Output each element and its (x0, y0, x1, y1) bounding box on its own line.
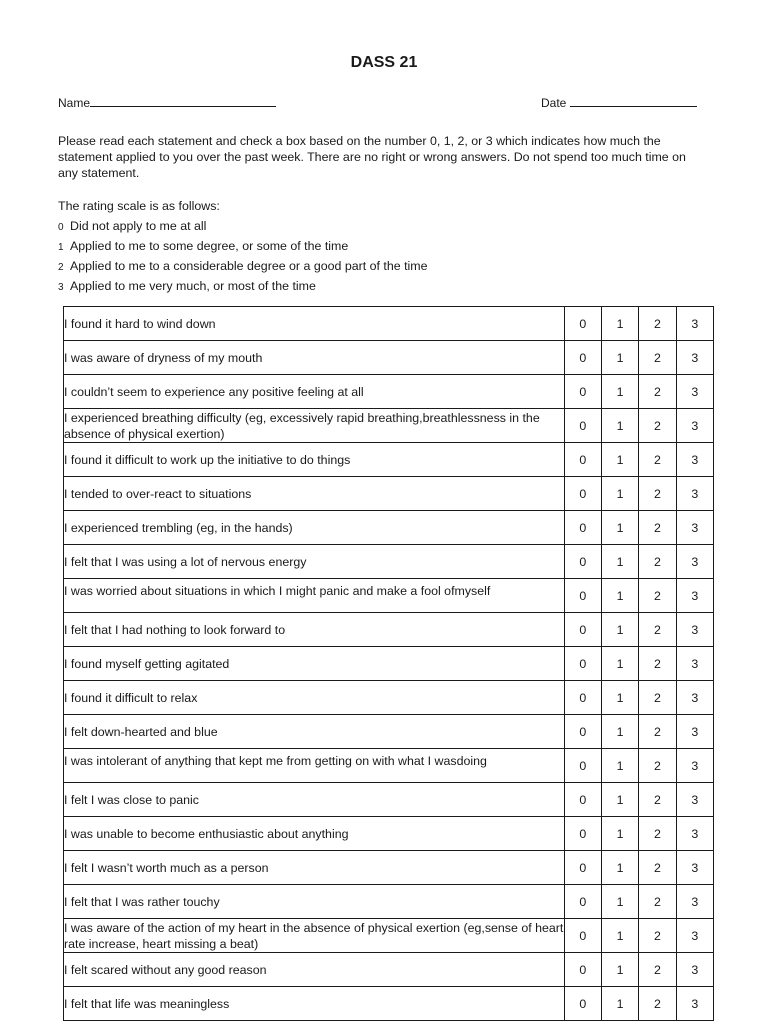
rating-option-0[interactable]: 0 (564, 783, 601, 817)
rating-option-2[interactable]: 2 (639, 341, 676, 375)
rating-option-2[interactable]: 2 (639, 851, 676, 885)
rating-option-2[interactable]: 2 (639, 885, 676, 919)
rating-option-0[interactable]: 0 (564, 477, 601, 511)
rating-option-0[interactable]: 0 (564, 375, 601, 409)
rating-option-3[interactable]: 3 (676, 545, 713, 579)
date-field[interactable] (541, 94, 697, 110)
rating-option-0[interactable]: 0 (564, 341, 601, 375)
rating-option-2[interactable]: 2 (639, 919, 676, 953)
questionnaire-table (63, 306, 714, 1021)
table-row (64, 647, 714, 681)
rating-option-2[interactable]: 2 (639, 375, 676, 409)
table-row (64, 579, 714, 613)
table-row (64, 987, 714, 1021)
scale-description: Applied to me to a considerable degree or a good part of the time (70, 259, 428, 273)
rating-option-2[interactable]: 2 (639, 579, 676, 613)
scale-number: 2 (58, 262, 64, 273)
rating-option-3[interactable]: 3 (676, 443, 713, 477)
table-row (64, 749, 714, 783)
rating-option-3[interactable]: 3 (676, 817, 713, 851)
statement-cell: I felt I was close to panic (64, 783, 565, 817)
rating-option-3[interactable]: 3 (676, 647, 713, 681)
statement-cell: I felt that I had nothing to look forward to (64, 613, 565, 647)
rating-option-0[interactable]: 0 (564, 579, 601, 613)
rating-option-0[interactable]: 0 (564, 511, 601, 545)
table-row (64, 307, 714, 341)
rating-option-3[interactable]: 3 (676, 681, 713, 715)
rating-option-3[interactable]: 3 (676, 783, 713, 817)
statement-cell: I felt I wasn’t worth much as a person (64, 851, 565, 885)
scale-item (58, 216, 428, 236)
rating-option-0[interactable]: 0 (564, 307, 601, 341)
scale-item (58, 276, 428, 296)
scale-number: 3 (58, 282, 64, 293)
statement-cell: I felt that life was meaningless (64, 987, 565, 1021)
table-row (64, 851, 714, 885)
statement-cell: I tended to over-react to situations (64, 477, 565, 511)
rating-option-3[interactable]: 3 (676, 953, 713, 987)
rating-option-2[interactable]: 2 (639, 613, 676, 647)
statement-cell: I was intolerant of anything that kept me from getting on with what I wasdoing (64, 749, 565, 783)
scale-description: Applied to me very much, or most of the time (70, 279, 316, 293)
name-field[interactable] (58, 94, 276, 110)
rating-option-2[interactable]: 2 (639, 511, 676, 545)
scale-description: Did not apply to me at all (70, 219, 207, 233)
statement-cell: I felt down-hearted and blue (64, 715, 565, 749)
rating-option-1[interactable]: 1 (601, 749, 638, 783)
rating-option-3[interactable]: 3 (676, 749, 713, 783)
statement-cell: I couldn’t seem to experience any positive feeling at all (64, 375, 565, 409)
rating-option-1[interactable]: 1 (601, 783, 638, 817)
table-row (64, 885, 714, 919)
statement-cell: I experienced breathing difficulty (eg, excessively rapid breathing,breathlessness in the absence of physical exertion) (64, 409, 565, 443)
rating-option-0[interactable]: 0 (564, 545, 601, 579)
rating-option-2[interactable]: 2 (639, 953, 676, 987)
rating-option-2[interactable]: 2 (639, 987, 676, 1021)
rating-option-1[interactable]: 1 (601, 409, 638, 443)
rating-option-1[interactable]: 1 (601, 545, 638, 579)
statement-cell: I was worried about situations in which I might panic and make a fool ofmyself (64, 579, 565, 613)
table-row (64, 477, 714, 511)
table-row (64, 409, 714, 443)
statement-cell: I felt scared without any good reason (64, 953, 565, 987)
table-row (64, 919, 714, 953)
statement-cell: I found it hard to wind down (64, 307, 565, 341)
table-row (64, 715, 714, 749)
rating-option-1[interactable]: 1 (601, 851, 638, 885)
rating-option-2[interactable]: 2 (639, 681, 676, 715)
rating-option-0[interactable]: 0 (564, 885, 601, 919)
name-label: Name (58, 96, 91, 110)
table-row (64, 613, 714, 647)
name-blank-line[interactable] (90, 94, 276, 107)
rating-option-3[interactable]: 3 (676, 987, 713, 1021)
rating-option-1[interactable]: 1 (601, 817, 638, 851)
rating-option-0[interactable]: 0 (564, 443, 601, 477)
rating-option-2[interactable]: 2 (639, 783, 676, 817)
table-row (64, 443, 714, 477)
scale-number: 0 (58, 222, 64, 233)
rating-option-0[interactable]: 0 (564, 953, 601, 987)
scale-number: 1 (58, 242, 64, 253)
instructions: Please read each statement and check a box based on the number 0, 1, 2, or 3 which indicates how much the statement applied to you over the past week. There are no right or wrong answers. Do not spend too much time on any statement. (58, 134, 686, 180)
rating-option-3[interactable]: 3 (676, 409, 713, 443)
table-row (64, 783, 714, 817)
statement-cell: I was aware of dryness of my mouth (64, 341, 565, 375)
rating-option-0[interactable]: 0 (564, 613, 601, 647)
scale-description: Applied to me to some degree, or some of the time (70, 239, 349, 253)
rating-option-3[interactable]: 3 (676, 885, 713, 919)
rating-option-1[interactable]: 1 (601, 681, 638, 715)
rating-option-0[interactable]: 0 (564, 817, 601, 851)
page-title: DASS 21 (350, 54, 418, 71)
rating-option-3[interactable]: 3 (676, 579, 713, 613)
statement-cell: I found it difficult to relax (64, 681, 565, 715)
rating-option-3[interactable]: 3 (676, 477, 713, 511)
rating-option-3[interactable]: 3 (676, 341, 713, 375)
rating-scale-heading: The rating scale is as follows: (58, 199, 220, 213)
rating-option-1[interactable]: 1 (601, 375, 638, 409)
rating-option-0[interactable]: 0 (564, 851, 601, 885)
rating-option-1[interactable]: 1 (601, 579, 638, 613)
table-row (64, 817, 714, 851)
table-row (64, 341, 714, 375)
rating-option-2[interactable]: 2 (639, 443, 676, 477)
rating-option-1[interactable]: 1 (601, 919, 638, 953)
statement-cell: I experienced trembling (eg, in the hands) (64, 511, 565, 545)
table-row (64, 953, 714, 987)
rating-option-0[interactable]: 0 (564, 409, 601, 443)
table-row (64, 681, 714, 715)
rating-option-1[interactable]: 1 (601, 341, 638, 375)
rating-option-1[interactable]: 1 (601, 953, 638, 987)
rating-option-0[interactable]: 0 (564, 647, 601, 681)
rating-option-0[interactable]: 0 (564, 919, 601, 953)
rating-option-1[interactable]: 1 (601, 987, 638, 1021)
rating-option-1[interactable]: 1 (601, 613, 638, 647)
statement-cell: I found it difficult to work up the initiative to do things (64, 443, 565, 477)
rating-option-0[interactable]: 0 (564, 987, 601, 1021)
statement-cell: I felt that I was using a lot of nervous energy (64, 545, 565, 579)
rating-scale-list (58, 216, 428, 296)
rating-option-2[interactable]: 2 (639, 307, 676, 341)
rating-option-1[interactable]: 1 (601, 443, 638, 477)
rating-option-2[interactable]: 2 (639, 715, 676, 749)
date-blank-line[interactable] (570, 94, 697, 107)
rating-option-2[interactable]: 2 (639, 545, 676, 579)
rating-option-3[interactable]: 3 (676, 851, 713, 885)
rating-option-0[interactable]: 0 (564, 749, 601, 783)
table-row (64, 545, 714, 579)
statement-cell: I felt that I was rather touchy (64, 885, 565, 919)
rating-option-1[interactable]: 1 (601, 885, 638, 919)
scale-item (58, 256, 428, 276)
rating-option-3[interactable]: 3 (676, 307, 713, 341)
rating-option-3[interactable]: 3 (676, 715, 713, 749)
date-label: Date (541, 96, 567, 110)
rating-option-1[interactable]: 1 (601, 307, 638, 341)
rating-option-1[interactable]: 1 (601, 647, 638, 681)
rating-option-3[interactable]: 3 (676, 919, 713, 953)
rating-option-3[interactable]: 3 (676, 613, 713, 647)
rating-option-1[interactable]: 1 (601, 715, 638, 749)
rating-option-2[interactable]: 2 (639, 817, 676, 851)
table-row (64, 511, 714, 545)
rating-option-3[interactable]: 3 (676, 375, 713, 409)
statement-cell: I found myself getting agitated (64, 647, 565, 681)
rating-option-1[interactable]: 1 (601, 477, 638, 511)
rating-option-0[interactable]: 0 (564, 715, 601, 749)
rating-option-0[interactable]: 0 (564, 681, 601, 715)
rating-option-2[interactable]: 2 (639, 647, 676, 681)
rating-option-2[interactable]: 2 (639, 477, 676, 511)
table-row (64, 375, 714, 409)
rating-option-1[interactable]: 1 (601, 511, 638, 545)
statement-cell: I was aware of the action of my heart in the absence of physical exertion (eg,sense of heart rate increase, heart missing a beat) (64, 920, 564, 951)
rating-option-2[interactable]: 2 (639, 749, 676, 783)
scale-item (58, 236, 428, 256)
statement-cell: I was unable to become enthusiastic about anything (64, 817, 565, 851)
rating-option-2[interactable]: 2 (639, 409, 676, 443)
rating-option-3[interactable]: 3 (676, 511, 713, 545)
